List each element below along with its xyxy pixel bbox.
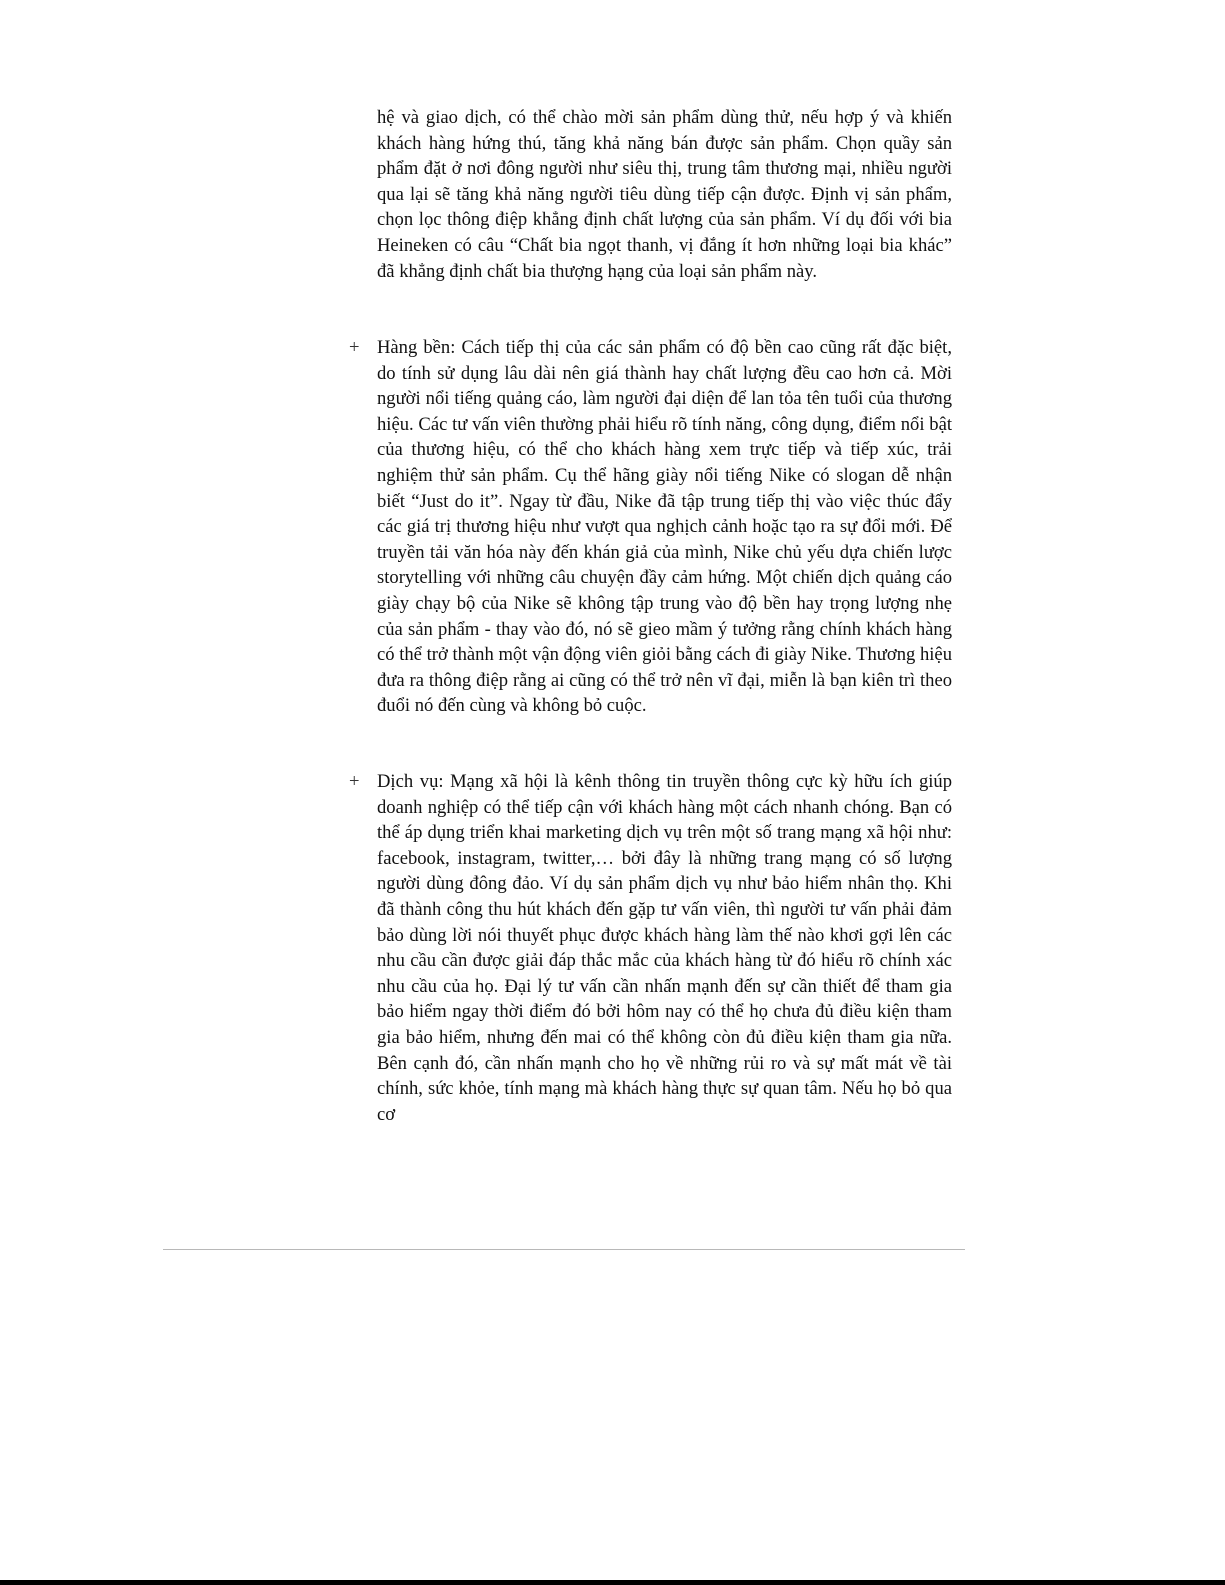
paragraph-continued: hệ và giao dịch, có thể chào mời sản phẩm dùng thử, nếu hợp ý và khiến khách hàng hứng thú, tăng khả năng bán được sản phẩm. Chọn quầy sản phẩm đặt ở nơi đông người như siêu thị, trung tâm thương mại, nhiều người qua lại sẽ tăng khả năng người tiêu dùng tiếp cận được. Định vị sản phẩm, chọn lọc thông điệp khẳng định chất lượng của sản phẩm. Ví dụ đối với bia Heineken có câu “Chất bia ngọt thanh, vị đắng ít hơn những loại bia khác” đã khẳng định chất bia thượng hạng của loại sản phẩm này. bbox=[377, 107, 952, 282]
bottom-edge bbox=[0, 1580, 1225, 1585]
bullet-marker-plus: + bbox=[349, 337, 360, 358]
page-divider bbox=[163, 1249, 965, 1250]
bullet-marker-plus: + bbox=[349, 771, 360, 792]
bullet-paragraph-dich-vu: Dịch vụ: Mạng xã hội là kênh thông tin truyền thông cực kỳ hữu ích giúp doanh nghiệp có thể tiếp cận với khách hàng một cách nhanh chóng. Bạn có thể áp dụng triển khai marketing dịch vụ trên một số trang mạng xã hội như: facebook, instagram, twitter,… bởi đây là những trang mạng có số lượng người dùng đông đảo. Ví dụ sản phẩm dịch vụ như bảo hiểm nhân thọ. Khi đã thành công thu hút khách đến gặp tư vấn viên, thì người tư vấn phải đảm bảo dùng lời nói thuyết phục được khách hàng làm thế nào khơi gợi lên các nhu cầu cần được giải đáp thắc mắc của khách hàng từ đó hiểu rõ chính xác nhu cầu của họ. Đại lý tư vấn cần nhấn mạnh đến sự cần thiết để tham gia bảo hiểm ngay thời điểm đó bởi hôm nay có thể họ chưa đủ điều kiện tham gia bảo hiểm, nhưng đến mai có thể không còn đủ điều kiện tham gia nữa. Bên cạnh đó, cần nhấn mạnh cho họ về những rủi ro và sự mất mát về tài chính, sức khỏe, tính mạng mà khách hàng thực sự quan tâm. Nếu họ bỏ qua cơ bbox=[377, 771, 952, 1125]
bullet-paragraph-hang-ben: Hàng bền: Cách tiếp thị của các sản phẩm có độ bền cao cũng rất đặc biệt, do tính sử dụng lâu dài nên giá thành hay chất lượng đều cao hơn cả. Mời người nổi tiếng quảng cáo, làm người đại diện để lan tỏa tên tuổi của thương hiệu. Các tư vấn viên thường phải hiểu rõ tính năng, công dụng, điểm nổi bật của thương hiệu, có thể cho khách hàng xem trực tiếp và tiếp xúc, trải nghiệm thử sản phẩm. Cụ thể hãng giày nổi tiếng Nike có slogan dễ nhận biết “Just do it”. Ngay từ đầu, Nike đã tập trung tiếp thị vào việc thúc đẩy các giá trị thương hiệu như vượt qua nghịch cảnh hoặc tạo ra sự đổi mới. Để truyền tải văn hóa này đến khán giả của mình, Nike chủ yếu dựa chiến lược storytelling với những câu chuyện đầy cảm hứng. Một chiến dịch quảng cáo giày chạy bộ của Nike sẽ không tập trung vào độ bền hay trọng lượng nhẹ của sản phẩm - thay vào đó, nó sẽ gieo mầm ý tưởng rằng chính khách hàng có thể trở thành một vận động viên giỏi bằng cách đi giày Nike. Thương hiệu đưa ra thông điệp rằng ai cũng có thể trở nên vĩ đại, miễn là bạn kiên trì theo đuổi nó đến cùng và không bỏ cuộc. bbox=[377, 337, 952, 717]
